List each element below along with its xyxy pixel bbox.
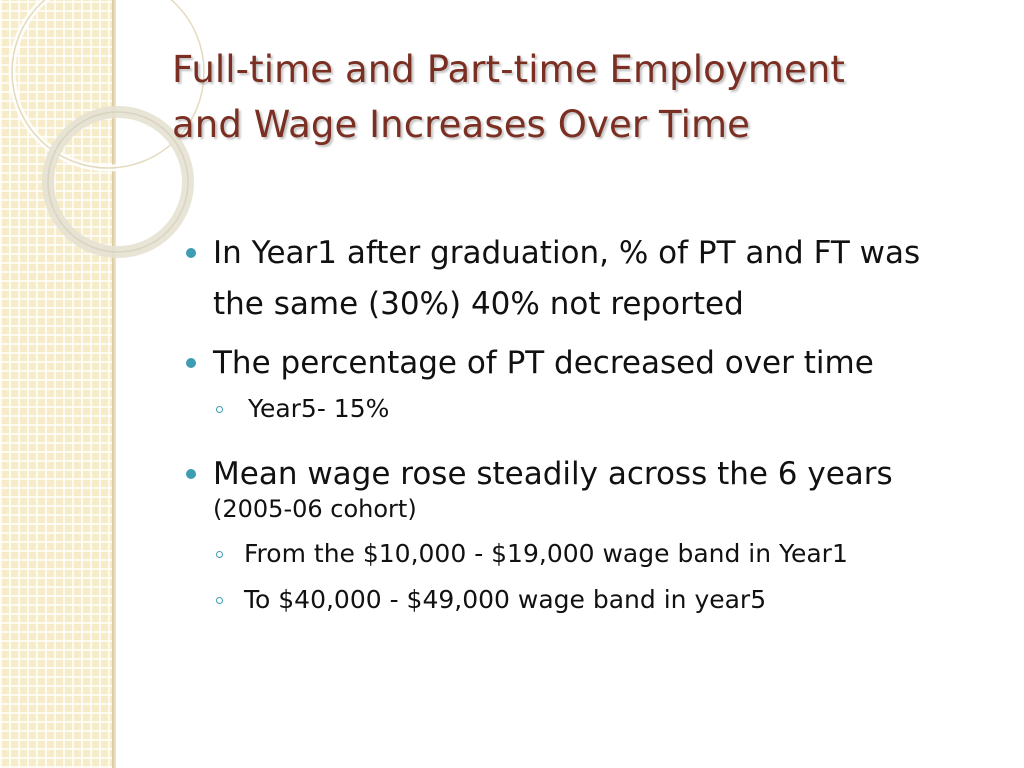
sub-bullet-item: [186, 391, 976, 427]
slide-content: [186, 228, 976, 636]
bullet-item: [186, 449, 976, 522]
sub-bullet-circle-icon: [216, 551, 223, 558]
bullet-text: In Year1 after graduation, % of PT and FT was the same (30%) 40% not reported: [213, 235, 921, 322]
bullet-item: [186, 228, 976, 330]
bullet-item: [186, 338, 976, 389]
slide-title-line-1: Full-time and Part-time Employment: [172, 48, 845, 91]
bullet-note: (2005-06 cohort): [213, 495, 417, 523]
sub-bullet-text: Year5- 15%: [248, 394, 390, 423]
sub-bullet-circle-icon: [216, 597, 223, 604]
bullet-text: The percentage of PT decreased over time: [213, 345, 874, 381]
bullet-dot-icon: [186, 469, 196, 479]
sub-bullet-circle-icon: [216, 406, 223, 413]
bullet-dot-icon: [186, 248, 196, 258]
sub-bullet-item: [186, 582, 976, 618]
slide-title: [172, 42, 972, 152]
bullet-dot-icon: [186, 358, 196, 368]
bullet-text: Mean wage rose steadily across the 6 years: [213, 456, 893, 492]
sub-bullet-text: To $40,000 - $49,000 wage band in year5: [244, 585, 767, 614]
sub-bullet-item: [186, 536, 976, 572]
sub-bullet-text: From the $10,000 - $19,000 wage band in Year1: [244, 539, 848, 568]
slide-title-line-2: and Wage Increases Over Time: [172, 103, 750, 146]
